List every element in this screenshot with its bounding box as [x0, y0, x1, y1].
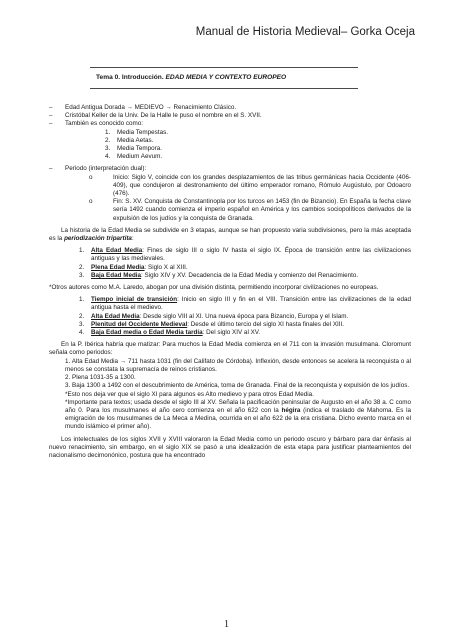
periodo-inicio: o Inicio: Siglo V, coincide con los grandes desplazamientos de las tribus germánicas hacia Occidente (406-409), que condujeron al destronamiento del último emperador romano, Rómulo Augústulo, por Odoacro (476).: [89, 173, 411, 198]
bottom-rule: [90, 88, 358, 89]
tripartita-item: 1. Alta Edad Media: Fines de siglo III o siglo IV hasta el siglo IX. Época de transición entre las civilizaciones antiguas y las medievales.: [79, 247, 411, 263]
aka-item: 3. Media Tempora.: [105, 145, 163, 153]
iberica-note: *Esto nos deja ver que el siglo XI para algunos es Alto medievo y para otros Edad Media.: [65, 390, 314, 398]
iberica-item: 3. Baja 1300 a 1492 con el descubrimiento de América, toma de Granada. Final de la reconquista y expulsión de los judíos.: [65, 382, 410, 390]
list-item: – También es conocido como:: [49, 120, 411, 128]
aka-item: 2. Media Aetas.: [105, 136, 154, 144]
list-item: – Cristóbal Keller de la Univ. De la Halle le puso el nombre en el S. XVII.: [49, 112, 411, 120]
list-item: – Edad Antigua Dorada → MEDIEVO → Renacimiento Clásico.: [49, 104, 411, 112]
intelectuales-paragraph: Los intelectuales de los siglos XVII y XVIII valoraron la Edad Media como un periodo oscuro y bárbaro para dar énfasis al nuevo renacimiento, sin embargo, en el siglo XIX se pasó a una idealización de esta etapa para justificar planteamientos del nacionalismo decimonónico, postura que ha encontrado: [49, 435, 411, 459]
section-name: EDAD MEDIA Y CONTEXTO EUROPEO: [165, 74, 287, 81]
periodo-label: – Periodo (interpretación dual):: [49, 165, 411, 173]
section-title: [96, 74, 286, 81]
iberica-item: 2. Plena 1031-35 a 1300.: [65, 374, 136, 382]
laredo-item: 2. Alta Edad Media: Desde siglo VIII al XI. Una nueva época para Bizancio, Europa y el Islam.: [79, 312, 349, 320]
periodo-fin: o Fin: S. XV. Conquista de Constantinopla por los turcos en 1453 (fin de Bizancio). En España la fecha clave sería 1492 cuando comienza el imperio español en América y los cambios sociopolíticos derivados de la expulsión de los judíos y la conquista de Granada.: [89, 198, 411, 222]
top-rule: [90, 67, 358, 68]
aka-item: 1. Media Tempestas.: [105, 128, 168, 136]
iberica-note: *Importante para textos; usada desde el siglo III al XV. Señala la pacificación peninsular de Augusto en el año 38 a. C como año 0. Para los musulmanes el año cero comienza en el año 622 con la hégira (indica el traslado de Mahoma. Es la emigración de los musulmanes de La Meca a Medina, ocurrida en el año 622 de la era cristiana. Dicho evento marca en el mundo islámico el primer año).: [65, 398, 411, 431]
iberica-paragraph: En la P. Ibérica habría que matizar: Para muchos la Edad Media comienza en el 711 con la invasión musulmana. Cloromunt señala como periodos:: [49, 341, 411, 357]
iberica-item: 1. Alta Edad Media → 711 hasta 1031 (fin del Califato de Córdoba). Inflexión, desde entonces se acelera la reconquista o al menos se constata la supremacía de reinos cristianos.: [65, 357, 411, 373]
section-prefix: Tema 0. Introducción.: [96, 74, 164, 81]
page-number: 1: [224, 619, 229, 630]
otros-paragraph: *Otros autores como M.A. Laredo, abogan por una división distinta, permitiendo incorporar civilizaciones no europeas.: [49, 284, 379, 292]
laredo-item: 4. Baja Edad media o Edad Media tardía: Del siglo XIV al XV.: [79, 329, 261, 337]
running-header: Manual de Historia Medieval– Gorka Oceja: [195, 26, 415, 38]
historia-paragraph: La historia de la Edad Media se subdivide en 3 etapas, aunque se han propuesto varia subdivisiones, pero la más aceptada es la periodización tripartita:: [49, 226, 411, 243]
laredo-item: 3. Plenitud del Occidente Medieval: Desde el último tercio del siglo XI hasta finales del XIII.: [79, 320, 345, 328]
aka-item: 4. Medium Aevum.: [105, 153, 163, 161]
tripartita-item: 3. Baja Edad Media: Siglo XIV y XV. Decadencia de la Edad Media y comienzo del Renacimiento.: [79, 271, 359, 279]
document-body: [49, 104, 411, 460]
tripartita-item: 2. Plena Edad Media: Siglo X al XIII.: [79, 263, 188, 271]
laredo-item: 1. Tiempo inicial de transición: Inicio en siglo III y fin en el VIII. Transición entre las civilizaciones de la edad antigua hasta el medievo.: [79, 296, 411, 312]
